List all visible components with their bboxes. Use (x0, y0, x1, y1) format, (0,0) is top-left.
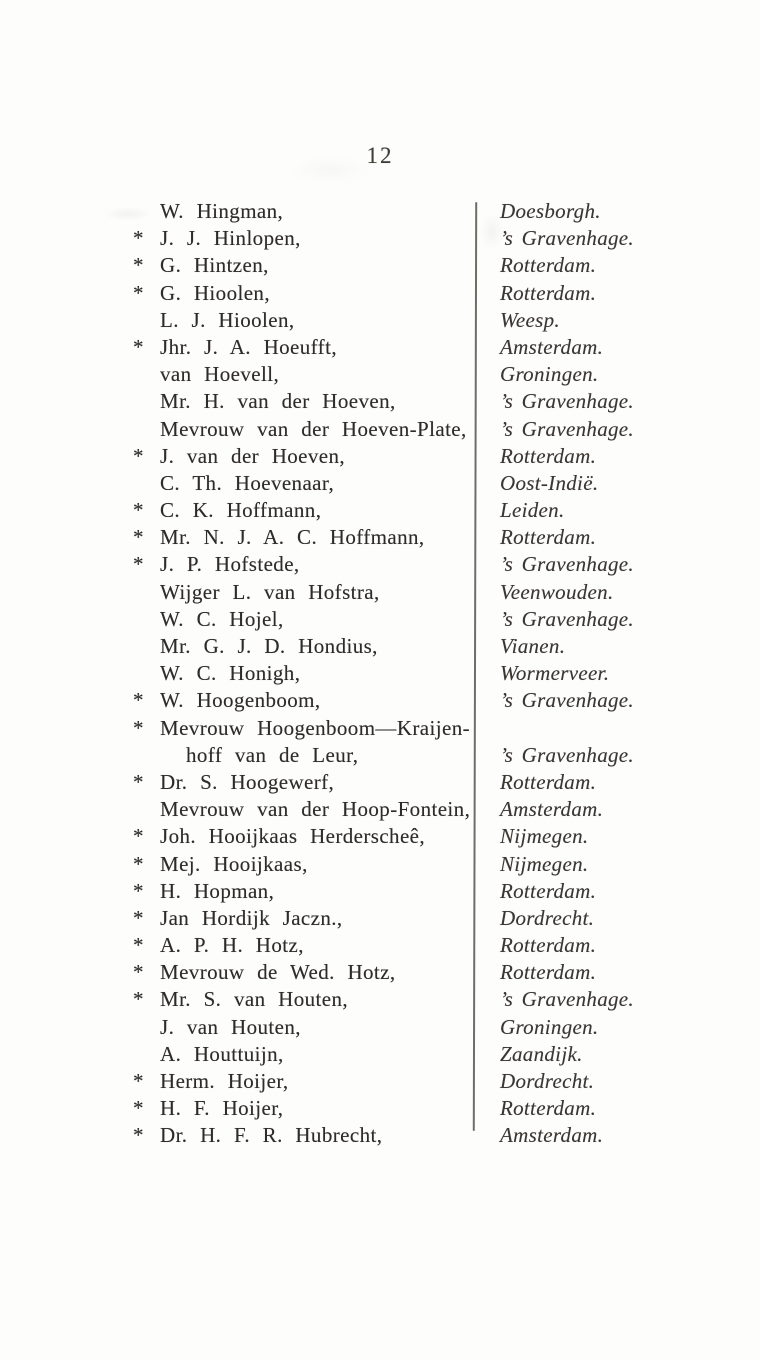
member-name: Wijger L. van Hofstra, (160, 579, 380, 604)
residence-place: ’s Gravenhage. (500, 688, 634, 713)
residence-place: Groningen. (500, 1014, 599, 1039)
member-name-cell (0, 1041, 474, 1068)
membership-star: * (133, 280, 144, 305)
member-name: Mevrouw van der Hoeven-Plate, (160, 416, 467, 441)
member-name: Herm. Hoijer, (160, 1069, 289, 1093)
member-name: Joh. Hooijkaas Herderscheê, (160, 824, 426, 849)
list-row (0, 252, 760, 279)
residence-place: Doesborgh. (500, 199, 601, 223)
member-name: J. J. Hinlopen, (160, 226, 301, 251)
residence-cell (474, 416, 634, 443)
member-name-cell (0, 823, 474, 850)
membership-star: * (133, 1069, 144, 1093)
list-row (0, 307, 760, 334)
residence-cell (474, 225, 634, 252)
residence-cell (474, 334, 603, 361)
member-name: G. Hioolen, (160, 280, 270, 305)
residence-cell (474, 878, 596, 905)
member-name: W. C. Hojel, (160, 606, 284, 631)
member-name-cell (0, 687, 474, 714)
list-row (0, 687, 760, 714)
membership-star: * (133, 688, 144, 713)
residence-place: ’s Gravenhage. (500, 416, 634, 441)
membership-star: * (133, 443, 144, 468)
residence-cell (474, 742, 634, 769)
residence-place: Zaandijk. (500, 1041, 583, 1066)
list-row (0, 1095, 760, 1122)
residence-place: ’s Gravenhage. (500, 389, 634, 414)
list-row (0, 361, 760, 388)
residence-place: Rotterdam. (500, 769, 597, 794)
membership-star: * (133, 851, 144, 876)
residence-cell (474, 1014, 598, 1041)
residence-cell (474, 280, 596, 307)
member-name: J. van der Hoeven, (160, 443, 346, 468)
residence-cell (474, 1068, 594, 1095)
residence-cell (474, 524, 596, 551)
member-name-cell (0, 1014, 474, 1041)
residence-place: Rotterdam. (500, 253, 597, 278)
residence-place: ’s Gravenhage. (500, 226, 634, 251)
list-row (0, 497, 760, 524)
member-name-cell (0, 280, 474, 307)
list-row (0, 416, 760, 443)
list-row (0, 551, 760, 578)
residence-cell (474, 388, 634, 415)
member-name: G. Hintzen, (160, 253, 269, 278)
member-name-cell (0, 307, 474, 334)
residence-place: ’s Gravenhage. (500, 987, 634, 1012)
residence-place: Oost-Indië. (500, 470, 599, 495)
list-row (0, 579, 760, 606)
residence-cell (474, 932, 596, 959)
residence-place: Veenwouden. (500, 579, 614, 604)
member-name: L. J. Hioolen, (160, 307, 295, 332)
residence-place: Amsterdam. (500, 334, 604, 359)
membership-star: * (133, 905, 144, 930)
member-name-cell (0, 932, 474, 959)
member-name-cell (0, 660, 474, 687)
residence-cell (474, 307, 560, 334)
membership-star: * (133, 334, 144, 359)
member-name: Mr. N. J. A. C. Hoffmann, (160, 525, 425, 550)
membership-star: * (133, 253, 144, 278)
list-row (0, 388, 760, 415)
residence-cell (474, 660, 609, 687)
member-name: Dr. S. Hoogewerf, (160, 769, 335, 794)
residence-place: Dordrecht. (500, 1069, 595, 1093)
member-name-cell (0, 334, 474, 361)
membership-star: * (133, 715, 144, 740)
residence-cell (474, 198, 601, 225)
list-row (0, 986, 760, 1013)
member-name-cell (0, 497, 474, 524)
residence-cell (474, 606, 634, 633)
member-name: C. K. Hoffmann, (160, 498, 322, 523)
membership-star: * (133, 769, 144, 794)
member-name-cell (0, 252, 474, 279)
list-row (0, 470, 760, 497)
membership-star: * (133, 878, 144, 903)
member-name-cell (0, 443, 474, 470)
residence-cell (474, 470, 598, 497)
residence-place: Amsterdam. (500, 797, 604, 822)
residence-place: ’s Gravenhage. (500, 552, 634, 577)
membership-star: * (133, 933, 144, 958)
member-name: J. van Houten, (160, 1014, 301, 1039)
list-row (0, 796, 760, 823)
member-name-cell (0, 470, 474, 497)
membership-star: * (133, 960, 144, 985)
residence-place: Leiden. (500, 498, 565, 523)
residence-place: Rotterdam. (500, 525, 597, 550)
residence-place: Vianen. (500, 634, 566, 658)
membership-star: * (133, 498, 144, 523)
residence-cell (474, 796, 603, 823)
list-row (0, 769, 760, 796)
residence-cell (474, 959, 596, 986)
member-name-cell (0, 579, 474, 606)
member-name-cell (0, 225, 474, 252)
membership-star: * (133, 1096, 144, 1121)
residence-place: Rotterdam. (500, 960, 597, 985)
member-name: A. Houttuijn, (160, 1041, 284, 1066)
list-row (0, 1068, 760, 1095)
member-name-cell (0, 1068, 474, 1095)
member-name: Mevrouw van der Hoop-Fontein, (160, 797, 471, 822)
member-name-cell (0, 633, 474, 660)
list-row (0, 1122, 760, 1149)
residence-cell (474, 497, 565, 524)
residence-cell (474, 361, 598, 388)
list-row (0, 932, 760, 959)
membership-star: * (133, 525, 144, 550)
list-row (0, 1014, 760, 1041)
residence-place: Rotterdam. (500, 1096, 597, 1121)
membership-star: * (133, 1123, 144, 1148)
list-row (0, 225, 760, 252)
member-name: Mr. S. van Houten, (160, 987, 349, 1012)
membership-star: * (133, 824, 144, 849)
member-name-cell (0, 742, 474, 769)
residence-cell (474, 1122, 603, 1149)
member-name: Mr. H. van der Hoeven, (160, 389, 396, 414)
member-name-cell (0, 551, 474, 578)
member-name: W. C. Honigh, (160, 661, 301, 686)
member-name-cell (0, 361, 474, 388)
residence-place: Amsterdam. (500, 1123, 604, 1148)
member-name: van Hoevell, (160, 362, 280, 387)
residence-cell (474, 551, 634, 578)
member-list (0, 198, 760, 1150)
member-name-cell (0, 1122, 474, 1149)
residence-cell (474, 715, 500, 742)
membership-star: * (133, 226, 144, 251)
list-row (0, 198, 760, 225)
member-name-cell (0, 878, 474, 905)
member-name-cell (0, 715, 474, 742)
member-name: hoff van de Leur, (186, 742, 359, 767)
list-row (0, 959, 760, 986)
member-name: Mej. Hooijkaas, (160, 851, 308, 876)
list-row (0, 443, 760, 470)
member-name: C. Th. Hoevenaar, (160, 470, 335, 495)
residence-cell (474, 851, 588, 878)
residence-cell (474, 443, 596, 470)
list-row (0, 742, 760, 769)
membership-star: * (133, 987, 144, 1012)
list-row (0, 606, 760, 633)
list-row (0, 633, 760, 660)
list-row (0, 715, 760, 742)
member-name: Jan Hordijk Jaczn., (160, 905, 343, 930)
member-name: W. Hoogenboom, (160, 688, 321, 713)
member-name: Mevrouw de Wed. Hotz, (160, 960, 396, 985)
member-name-cell (0, 606, 474, 633)
list-row (0, 851, 760, 878)
residence-place: Rotterdam. (500, 878, 597, 903)
member-name: Jhr. J. A. Hoeufft, (160, 334, 337, 359)
residence-place: Dordrecht. (500, 905, 595, 930)
member-name-cell (0, 959, 474, 986)
member-name-cell (0, 796, 474, 823)
residence-cell (474, 579, 614, 606)
list-row (0, 280, 760, 307)
residence-place: Groningen. (500, 362, 599, 387)
residence-cell (474, 823, 588, 850)
list-row (0, 823, 760, 850)
residence-cell (474, 687, 634, 714)
member-name-cell (0, 388, 474, 415)
membership-star: * (133, 552, 144, 577)
member-name: J. P. Hofstede, (160, 552, 300, 577)
list-row (0, 660, 760, 687)
residence-cell (474, 252, 596, 279)
residence-place: ’s Gravenhage. (500, 606, 634, 631)
member-name: H. Hopman, (160, 878, 275, 903)
member-name-cell (0, 198, 474, 225)
member-name-cell (0, 524, 474, 551)
residence-cell (474, 769, 596, 796)
list-row (0, 878, 760, 905)
member-name-cell (0, 905, 474, 932)
member-name-cell (0, 851, 474, 878)
member-name-cell (0, 769, 474, 796)
residence-place: Nijmegen. (500, 824, 589, 849)
member-name: Mr. G. J. D. Hondius, (160, 634, 378, 658)
residence-place: Rotterdam. (500, 443, 597, 468)
residence-place: Wormerveer. (500, 661, 610, 686)
member-name-cell (0, 986, 474, 1013)
list-row (0, 334, 760, 361)
member-name: Dr. H. F. R. Hubrecht, (160, 1123, 383, 1148)
residence-cell (474, 905, 594, 932)
member-name-cell (0, 1095, 474, 1122)
member-name: H. F. Hoijer, (160, 1096, 284, 1121)
residence-place: ’s Gravenhage. (500, 742, 634, 767)
list-row (0, 524, 760, 551)
member-name: Mevrouw Hoogenboom—Kraijen- (160, 715, 470, 740)
residence-place: Weesp. (500, 307, 560, 332)
residence-cell (474, 1041, 583, 1068)
list-row (0, 905, 760, 932)
page-number: 12 (366, 143, 394, 168)
residence-cell (474, 633, 565, 660)
residence-cell (474, 1095, 596, 1122)
member-name-cell (0, 416, 474, 443)
residence-place: Rotterdam. (500, 280, 597, 305)
member-name: A. P. H. Hotz, (160, 933, 304, 958)
member-name: W. Hingman, (160, 199, 284, 223)
residence-place: Nijmegen. (500, 851, 589, 876)
list-row (0, 1041, 760, 1068)
residence-place: Rotterdam. (500, 933, 597, 958)
residence-cell (474, 986, 634, 1013)
